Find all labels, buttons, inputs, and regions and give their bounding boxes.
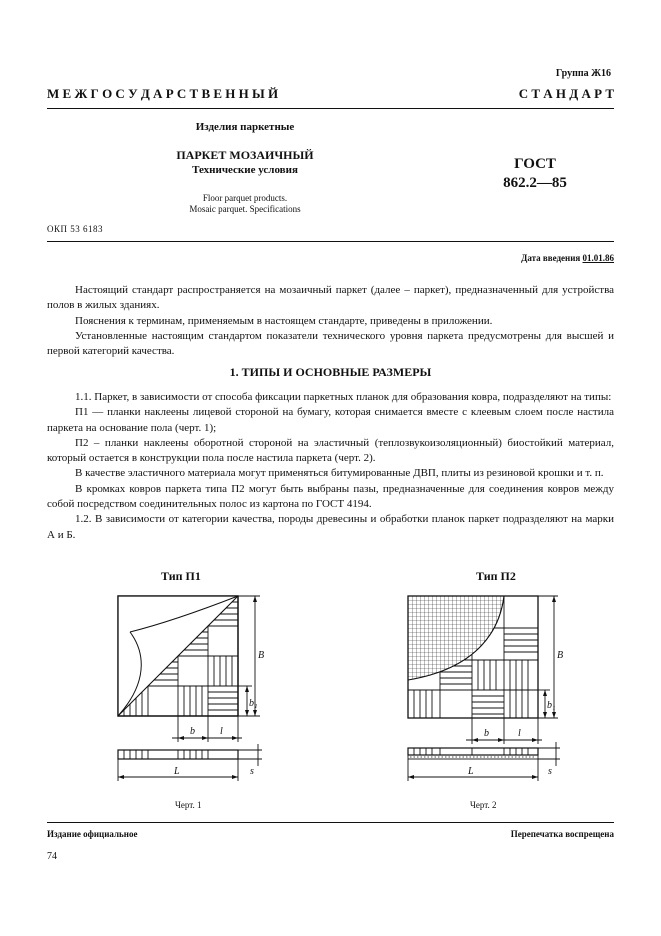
intro-text <box>47 283 614 359</box>
section-paragraph: П1 — планки наклеены лицевой стороной на бумагу, которая снимается вместе с клеевым слоем после настила паркета на основание пола (черт. 1); <box>47 406 614 434</box>
reprint-notice: Перепечатка воспрещена <box>510 829 614 839</box>
date-label: Дата введения <box>521 253 581 263</box>
figure1-drawing <box>112 588 272 788</box>
dim-B-label: B <box>557 650 564 661</box>
section-paragraph: В кромках ковров паркета типа П2 могут быть выбраны пазы, предназначенные для соединения ковров между собой посредством соединительных полос из картона по ГОСТ 4194. <box>47 482 614 511</box>
dim-b1-label: b₁ <box>249 698 258 709</box>
section-paragraph: 1.1. Паркет, в зависимости от способа фиксации паркетных планок для образования ковра, подразделяют на типы: <box>75 391 612 403</box>
header-rule <box>47 241 614 242</box>
banner-right: С Т А Н Д А Р Т <box>518 86 614 101</box>
date-value: 01.01.86 <box>582 253 614 263</box>
figure2-drawing <box>400 588 562 788</box>
product-kind: Изделия паркетные <box>195 121 295 133</box>
intro-paragraph: Настоящий стандарт распространяется на мозаичный паркет (далее – паркет), предназначенный для устройства полов в жилых зданиях. <box>47 284 614 312</box>
dim-B-label: B <box>258 650 265 661</box>
dim-L-label: L <box>174 766 180 777</box>
dim-s-label: s <box>250 766 254 777</box>
dim-L-label: L <box>468 766 474 777</box>
standard-banner <box>47 86 614 102</box>
dim-b1-label: b₁ <box>547 700 556 711</box>
dim-b-label: b <box>190 726 195 737</box>
figure1-title: Тип П1 <box>161 569 201 583</box>
okp-code: ОКП 53 6183 <box>47 224 104 234</box>
intro-paragraph: Пояснения к терминам, применяемым в настоящем стандарте, приведены в приложении. <box>75 314 493 327</box>
section-paragraph: 1.2. В зависимости от категории качества, породы древесины и обработки планок паркет подразделяют на марки А и Б. <box>47 513 614 541</box>
document-subtitle: Технические условия <box>192 164 298 176</box>
dim-l-label: l <box>518 728 521 739</box>
footer-rule <box>47 822 614 823</box>
section-title: 1. ТИПЫ И ОСНОВНЫЕ РАЗМЕРЫ <box>229 365 432 379</box>
effective-date <box>521 253 614 263</box>
page-number: 74 <box>47 851 57 862</box>
section1-text <box>47 390 614 543</box>
english-title-line1: Floor parquet products. <box>202 193 288 203</box>
dim-b-label: b <box>484 728 489 739</box>
english-title-line2: Mosaic parquet. Specifications <box>189 204 301 214</box>
gost-label: ГОСТ <box>514 156 556 172</box>
section-paragraph: В качестве эластичного материала могут применяться битумированные ДВП, плиты из резиновой крошки и т. п. <box>75 467 604 480</box>
dim-s-label: s <box>548 766 552 777</box>
banner-left: М Е Ж Г О С У Д А Р С Т В Е Н Н Ы Й <box>47 86 279 101</box>
figure2-caption: Черт. 2 <box>470 800 497 810</box>
top-rule <box>47 108 614 109</box>
document-title: ПАРКЕТ МОЗАИЧНЫЙ <box>176 148 314 162</box>
figure2-title: Тип П2 <box>476 569 516 583</box>
section-paragraph: П2 – планки наклеены оборотной стороной на эластичный (теплозвукоизоляционный) биостойкий материал, который остается в конструкции пола после настила паркета (черт. 2). <box>47 436 614 465</box>
figure1-caption: Черт. 1 <box>175 800 202 810</box>
official-edition: Издание официальное <box>47 829 138 839</box>
intro-paragraph: Установленные настоящим стандартом показатели технического уровня паркета предусмотрены для высшей и первой категорий качества. <box>47 329 614 358</box>
gost-designation <box>490 155 580 193</box>
dim-l-label: l <box>220 726 223 737</box>
group-code: Группа Ж16 <box>555 68 611 79</box>
gost-number: 862.2—85 <box>503 175 567 191</box>
